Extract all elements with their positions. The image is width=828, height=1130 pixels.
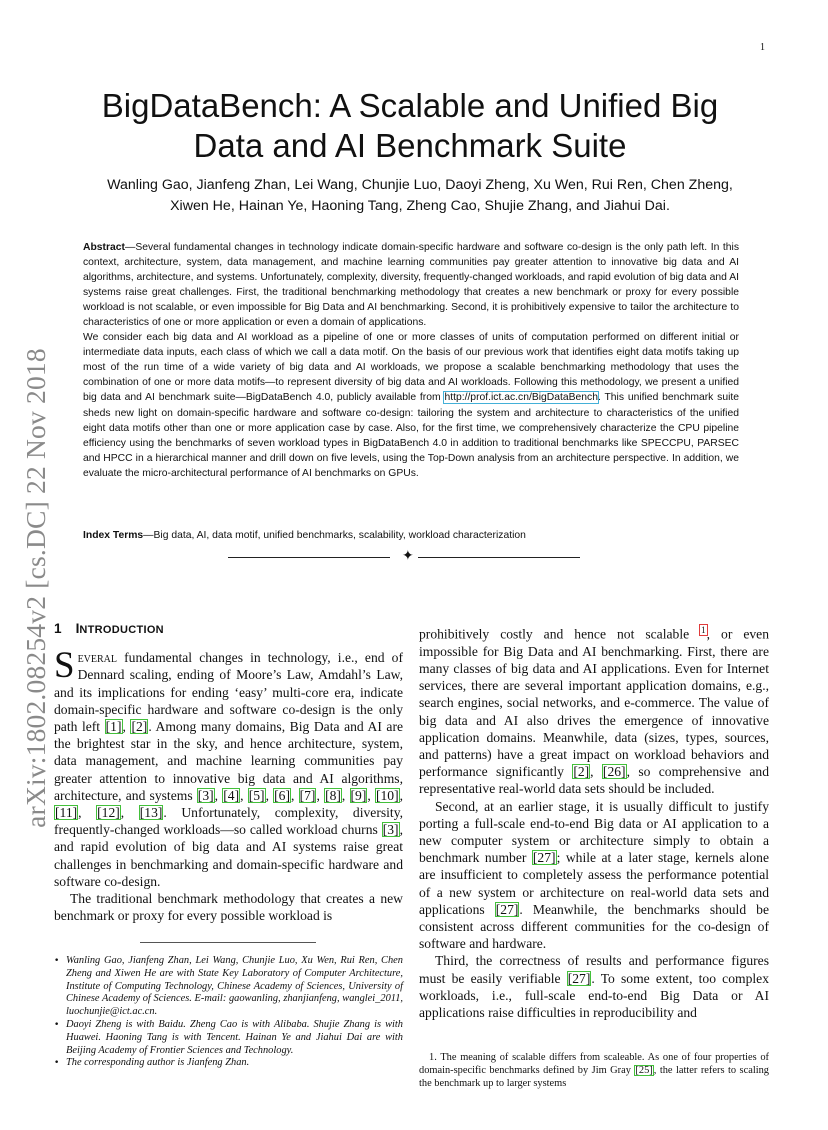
citation-link[interactable]: [11] [55,805,78,821]
paper-title [60,86,760,166]
benchmark-url-link[interactable]: http://prof.ict.ac.cn/BigDataBench [444,392,598,404]
left-column [54,620,403,924]
citation-link[interactable]: [3] [382,822,399,838]
drop-cap: S [54,645,75,687]
citation-link[interactable]: [10] [375,787,399,803]
abstract-label: Abstract [83,242,125,253]
citation-link[interactable]: [5] [248,787,265,803]
right-paragraph-3: Third, the correctness of results and performance figures must be easily verifiable [27]. To some extent, too complex workloads, i.e., full-scale end-to-end Big Data or AI applications raise difficulties in reproducibility and [419,953,769,1020]
arxiv-stamp-text: arXiv:1802.08254v2 [cs.DC] 22 Nov 2018 [20,348,51,828]
citation-link[interactable]: [27] [495,901,519,917]
citation-link[interactable]: [26] [602,764,626,780]
authors-line-2: Xiwen He, Hainan Ye, Haoning Tang, Zheng Cao, Shujie Zhang, and Jiahui Dai. [170,198,670,214]
right-paragraph-2: Second, at an earlier stage, it is usually difficult to justify porting a full-scale end-to-end Big data or AI application to a new computer system or architecture simply to obtain a benchmark number [27]; while at a later stage, kernels alone are insufficient to completely assess the performance potential of a new system or architecture on real-world data sets and applications [27]. Meanwhile, the benchmarks should be consistent across different communities for the co-design of software and hardware. [419,798,769,952]
right-column [419,622,769,1021]
abstract-paragraph-2: We consider each big data and AI workload as a pipeline of one or more classes of units of computation performed on different initial or intermediate data inputs, each class of which we call a data motif. On the basis of our previous work that identifies eight data motifs taking up most of the run time of a wide variety of big data and AI workloads, we propose a scalable benchmarking methodology that uses the combination of one or more data motifs—to represent diversity of big data and AI workloads. Following this methodology, we present a unified big data and AI benchmark suite—BigDataBench 4.0, publicly available from http://prof.ict.ac.cn/BigDataBench. This unified benchmark suite sheds new light on domain-specific hardware and software co-design: tailoring the system and architecture to characteristics of the unified eight data motifs other than one or more application case by case. Also, for the first time, we comprehensively characterize the CPU pipeline efficiency using the benchmarks of seven workload types in BigDataBench 4.0 in addition to traditional benchmarks like SPECCPU, PARSEC and HPCC in a hierarchical manner and drill down on five levels, using the Top-Down analysis from an architecture perspective. In addition, we evaluate the micro-architectural performance of AI benchmarks on GPUs. [83,332,739,479]
footnote-rule [140,942,316,943]
abstract-paragraph-1: Abstract—Several fundamental changes in technology indicate domain-specific hardware and software co-design is the only path left. In this context, architecture, system, data management, and machine learning communities pay greater attention to innovative big data and AI algorithms, architecture, and systems. Unfortunately, complexity, diversity, frequently-changed workloads, and rapid evolution of big data and AI systems raise great challenges. First, the traditional benchmarking methodology that creates a new benchmark or proxy for every possible workload is not scalable, or even impossible for Big Data and AI benchmarking. Second, it is prohibitively expensive to tailor the architecture to characteristics of one or more application or even a domain of applications. [83,242,739,329]
intro-paragraph-1: Several fundamental changes in technology, i.e., end of Dennard scaling, ending of Moore’s Law, Amdahl’s Law, and its implications for ending ‘easy’ multi-core era, indicate domain-specific hardware and software co-design is the only path left [1], [2]. Among many domains, Big Data and AI are the brightest star in the sky, and hence architecture, system, data management, and machine learning communities pay greater attention to innovative big data and AI algorithms, architecture, and systems [3], [4], [5], [6], [7], [8], [9], [10], [11], [12], [13]. Unfortunately, complexity, diversity, frequently-changed workloads—so called workload churns [3], and rapid evolution of big data and AI systems raise great challenges in benchmarking and domain-specific hardware and software co-design. [54,645,404,889]
page-number: 1 [760,42,765,53]
citation-link[interactable]: [7] [299,787,316,803]
intro-paragraph-2: The traditional benchmark methodology that creates a new benchmark or proxy for every possible workload is [54,891,403,924]
citation-link[interactable]: [13] [139,805,163,821]
affiliation-item: • Wanling Gao, Jianfeng Zhan, Lei Wang, Chunjie Luo, Xu Wen, Rui Ren, Chen Zheng and Xiwen He are with State Key Laboratory of Computer Architecture, Institute of Computing Technology, Chinese Academy of Sciences, University of Chinese Academy of Sciences. E-mail: gaowanling, zhanjianfeng, wanglei_2011, luochunjie@ict.ac.cn. [54,955,403,1019]
divider-line-left [228,557,390,558]
affiliation-notes [54,955,403,1070]
citation-link[interactable]: [27] [567,970,591,986]
author-list [40,175,800,217]
index-terms-label: Index Terms [83,530,144,541]
section-heading: 1 INTRODUCTION [54,621,164,636]
title-line-2: Data and AI Benchmark Suite [193,127,627,164]
citation-link[interactable]: [8] [325,787,341,803]
affiliation-item: • The corresponding author is Jianfeng Zhan. [54,1057,403,1070]
affiliation-item: • Daoyi Zheng is with Baidu. Zheng Cao is with Alibaba. Shujie Zhang is with Huawei. Haoning Tang is with Tencent. Hainan Ye and Jiahui Dai are with Beijing Academy of Frontier Sciences and Technology. [54,1019,403,1057]
citation-link[interactable]: [6] [274,787,291,803]
citation-link[interactable]: [4] [223,787,240,803]
footnote-number: 1. [429,1052,437,1063]
index-terms: Index Terms—Big data, AI, data motif, unified benchmarks, scalability, workload characterization [83,530,526,541]
four-point-star-icon: ✦ [402,548,414,564]
footnote-reference[interactable]: 1 [701,625,706,635]
title-line-1: BigDataBench: A Scalable and Unified Big [101,87,719,124]
citation-link[interactable]: [12] [97,805,120,821]
citation-link[interactable]: [27] [532,850,556,866]
authors-line-1: Wanling Gao, Jianfeng Zhan, Lei Wang, Chunjie Luo, Daoyi Zheng, Xu Wen, Rui Ren, Chen Zheng, [107,177,733,193]
citation-link[interactable]: [2] [573,764,590,780]
citation-link[interactable]: [9] [350,787,367,803]
footnote: 1. The meaning of scalable differs from scaleable. As one of four properties of domain-specific benchmarks defined by Jim Gray [25], the latter refers to scaling the benchmark up to larger systems [419,1052,769,1089]
citation-link[interactable]: [25] [635,1064,653,1076]
abstract [83,240,739,481]
right-paragraph-1: prohibitively costly and hence not scalable $^1$, or even impossible for Big Data and AI benchmarking. First, there are many classes of big data and AI applications. Even for Internet services, there are several important application domains, e.g., search engines, social networks, and e-commerce. The value of big data and AI also drives the emergence of innovative application domains. Meanwhile, data (sizes, types, sources, and patterns) have a great impact on workload behaviors and performance significantly [2], [26], so comprehensive and representative real-world data sets should be included. [419,625,769,797]
divider-line-right [418,557,580,558]
citation-link[interactable]: [3] [197,787,214,803]
citation-link[interactable]: [2] [131,719,148,735]
citation-link[interactable]: [1] [105,719,122,735]
